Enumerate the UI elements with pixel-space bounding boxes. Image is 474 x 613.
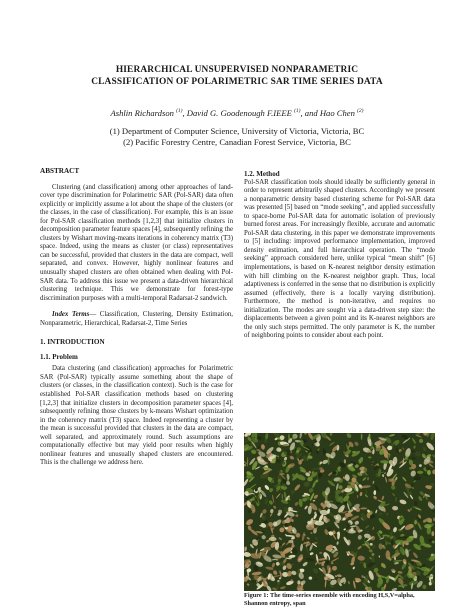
- figure-caption: Figure 1: The time-series ensemble with encoding H,S,V=alpha, Shannon entropy, span: [244, 592, 415, 607]
- author-name: Hao Chen: [319, 107, 355, 118]
- author-name: Ashlin Richardson: [110, 107, 174, 118]
- affiliation-marker: (2): [357, 108, 364, 114]
- left-column: [40, 167, 233, 468]
- title-line-1: HIERARCHICAL UNSUPERVISED NONPARAMETRIC: [115, 65, 359, 75]
- method-text: Pol-SAR classification tools should ideally be sufficiently general in order to represent arbitrarily shaped clusters. Accordingly we present a nonparametric density based clustering scheme for Pol-SAR data was presented [5] based on “mode seeking”, and applied successfully to space-borne Pol-SAR data for automatic isolation of previously burned forest areas. For increasingly flexible, accurate and automatic Pol-SAR data clustering, in this paper we demonstrate improvements to [5] including: improved performance implementation, improved density estimation, and full hierarchical operation. The “mode seeking” approach considered here, unlike typical “mean shift” [6] implementations, is based on K-nearest neighbor density estimation with hill climbing on the K-nearest neighbor graph. Thus, local adaptiveness is conferred in the sense that no distribution is explicitly assumed (effectively, there is a locally varying distribution). Furthermore, the method is non-iterative, and requires no initialization. The modes are sought via a data-driven step size: the displacements between a given point and its K-nearest neighbors are the only such steps permitted. The only parameter is K, the number of neighboring points to consider about each point.: [244, 178, 435, 340]
- paper-title: [40, 64, 434, 88]
- index-terms-dash: —: [89, 311, 100, 319]
- author-name: David G. Goodenough F.IEEE: [186, 107, 292, 118]
- image-texture-speck: [361, 433, 363, 440]
- affiliations: [40, 126, 434, 148]
- abstract-heading: ABSTRACT: [40, 167, 80, 175]
- index-terms: [40, 311, 233, 328]
- affiliation-line: (1) Department of Computer Science, University of Victoria, Victoria, BC: [109, 126, 365, 136]
- abstract-text: Clustering (and classification) among other approaches of land-cover type discrimination for Polarimetric SAR (Pol-SAR) data often explicitly or implicitly assume a lot about the shape of the clusters (or the classes, in the case of classification). For example, this is an issue for Pol-SAR classification methods [1,2,3] that initialize clusters in decomposition parameter feature spaces [4], subsequently refining the clusters by Wishart moving-means iterations in coherency matrix (T3) space. Indeed, using the means as cluster (or class) representatives can be successful, provided that clusters in the data are compact, well separated, and convex. However, highly nonlinear features and unusually shaped clusters are often obtained when dealing with Pol-SAR data. To address this issue we present a data-driven hierarchical clustering technique. This we demonstrate for forest-type discrimination purposes with a multi-temporal Radarsat-2 sandwich.: [40, 183, 233, 302]
- index-terms-text: Classification, Clustering, Density Estimation, Nonparametric, Hierarchical, Radarsat-2, Time Series: [40, 311, 233, 327]
- affiliation-marker: (1): [176, 108, 183, 114]
- author-list: [40, 106, 434, 119]
- image-texture-speck: [426, 518, 433, 523]
- index-terms-label: Index Terms: [52, 311, 90, 319]
- affiliation-marker: (1): [294, 108, 301, 114]
- right-column: [244, 170, 435, 341]
- time-series-ensemble-image: [244, 433, 435, 591]
- image-texture-speck: [245, 546, 246, 550]
- title-line-2: CLASSIFICATION OF POLARIMETRIC SAR TIME SERIES DATA: [91, 77, 383, 87]
- figure-1-image: [244, 433, 435, 591]
- author-separator: , and: [300, 107, 320, 118]
- problem-heading: 1.1. Problem: [40, 352, 78, 361]
- intro-heading: 1. INTRODUCTION: [40, 338, 105, 347]
- method-heading: 1.2. Method: [244, 170, 280, 178]
- problem-text: Data clustering (and classification) approaches for Polarimetric SAR (Pol-SAR) typically assume something about the shape of clusters (or classes, in the classification context). Such is the case for established Pol-SAR classification methods based on clustering [1,2,3] that initialize clusters in decomposition parameter spaces [4], subsequently refining those clusters by k-means Wishart optimization in the coherency matrix (T3) space. Indeed representing a cluster by the mean is successful provided that clusters in the data are compact, well separated, and approximately round. Such assumptions are computationally effective but may yield poor results when highly nonlinear features and unusually shaped clusters are encountered. This is the challenge we address here.: [40, 365, 233, 467]
- affiliation-line: (2) Pacific Forestry Centre, Canadian Forest Service, Victoria, BC: [123, 137, 351, 147]
- author-separator: ,: [182, 107, 187, 118]
